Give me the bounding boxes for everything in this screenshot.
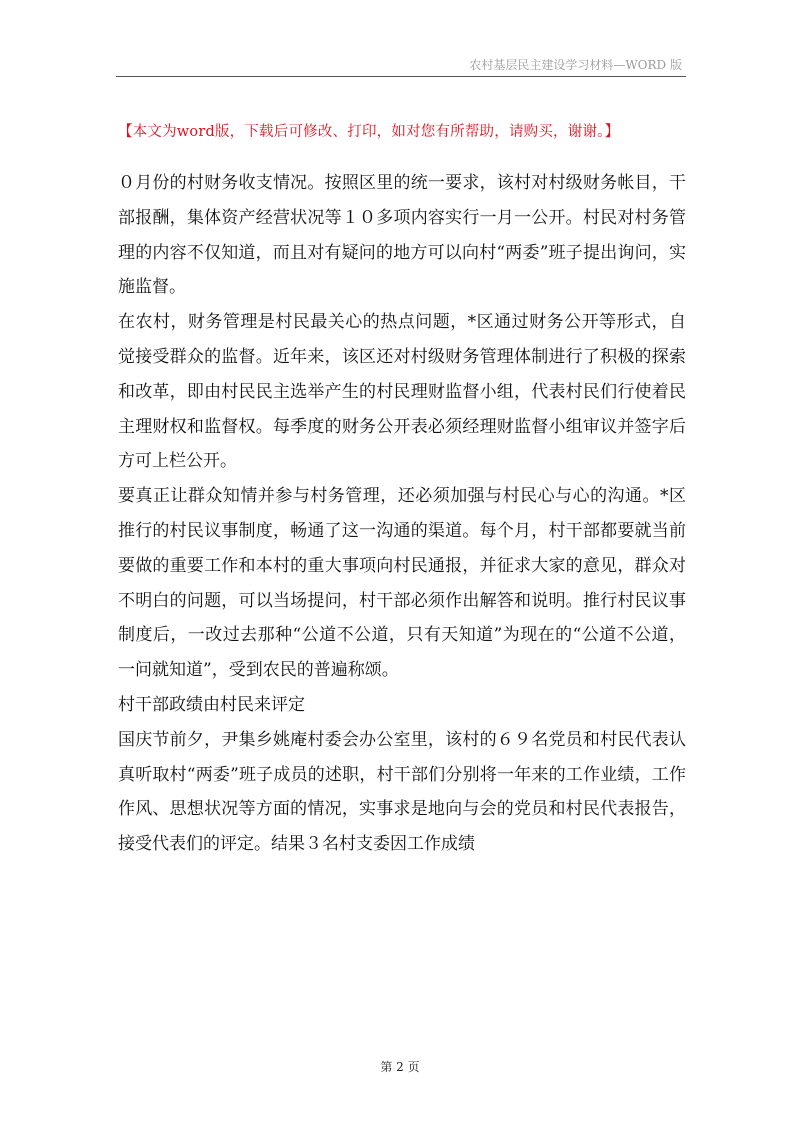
paragraph-finance-management: 在农村，财务管理是村民最关心的热点问题，*区通过财务公开等形式，自觉接受群众的监督。近年来，该区还对村级财务管理体制进行了积极的探索和改革，即由村民民主选举产生的村民理财监督小组，代表村民们行使着民主理财权和监督权。每季度的财务公开表必须经理财监督小组审议并签字后方可上栏公开。 [118, 312, 686, 472]
document-body [118, 166, 686, 862]
download-notice: 【本文为word版，下载后可修改、打印，如对您有所帮助，请购买，谢谢。】 [118, 124, 620, 140]
paragraph-cadre-evaluation: 国庆节前夕，尹集乡姚庵村委会办公室里，该村的６９名党员和村民代表认真听取村“两委”班子成员的述职，村干部们分别将一年来的工作业绩，工作作风、思想状况等方面的情况，实事求是地向与会的党员和村民代表报告，接受代表们的评定。结果３名村支委因工作成绩 [118, 729, 686, 855]
paragraph-villager-council: 要真正让群众知情并参与村务管理，还必须加强与村民心与心的沟通。*区推行的村民议事制度，畅通了这一沟通的渠道。每个月，村干部都要就当前要做的重要工作和本村的重大事项向村民通报，并征求大家的意见，群众对不明白的问题，可以当场提问，村干部必须作出解答和说明。推行村民议事制度后，一改过去那种“公道不公道，只有天知道”为现在的“公道不公道，一问就知道”，受到农民的普遍称颂。 [118, 486, 686, 681]
section-heading: 村干部政绩由村民来评定 [118, 694, 305, 715]
document-header-title: 农村基层民主建设学习材料—WORD 版 [469, 58, 682, 72]
paragraph-finance-disclosure: ０月份的村财务收支情况。按照区里的统一要求，该村对村级财务帐目，干部报酬，集体资产经营状况等１０多项内容实行一月一公开。村民对村务管理的内容不仅知道，而且对有疑问的地方可以向村“两委”班子提出询问，实施监督。 [118, 173, 686, 298]
page-number: 第 2 页 [380, 1060, 420, 1074]
header-divider [116, 76, 686, 77]
